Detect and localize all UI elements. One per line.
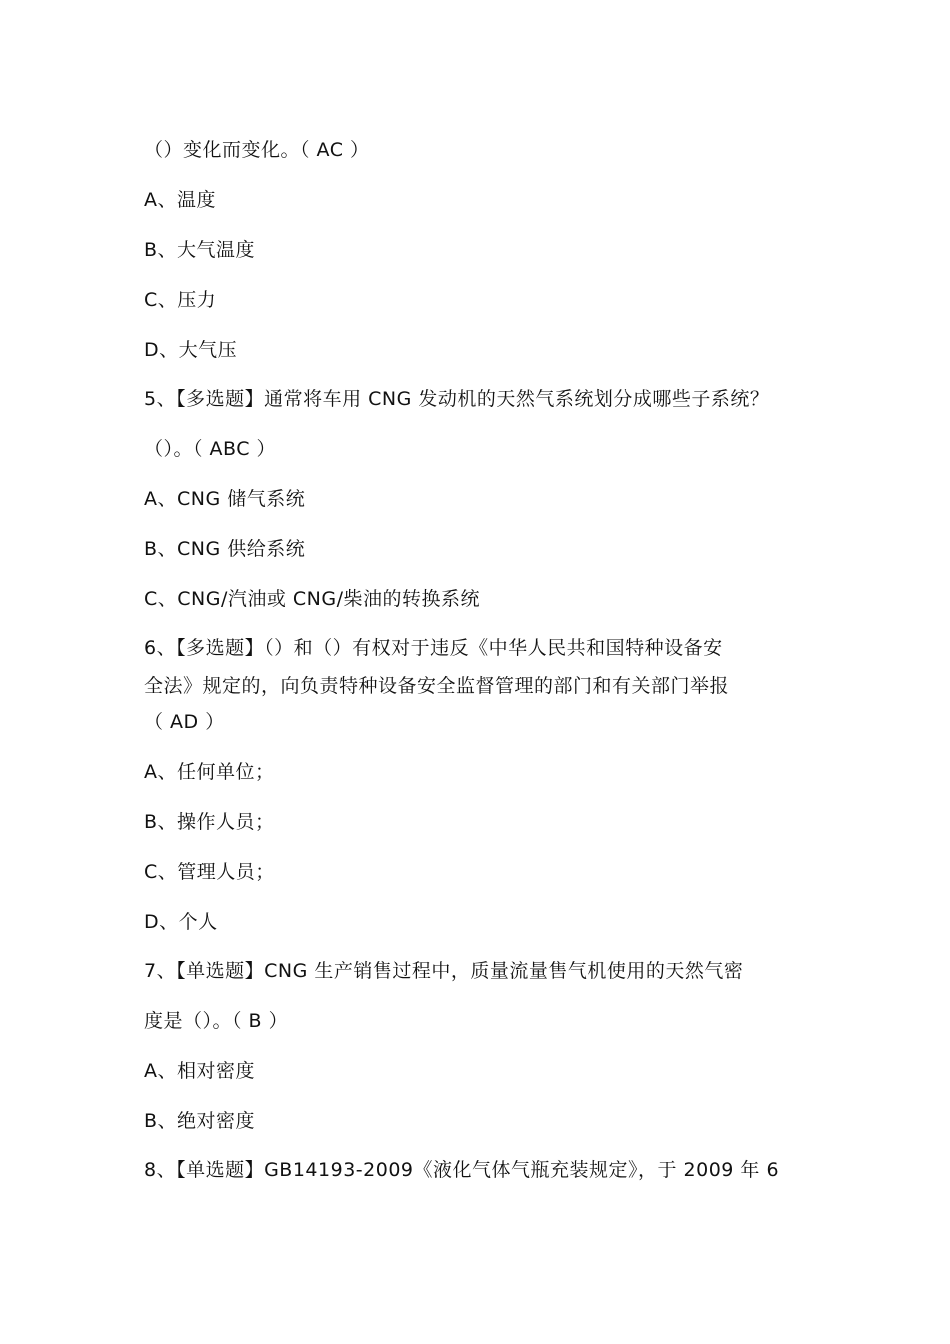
question-7-stem: 7、【单选题】CNG 生产销售过程中，质量流量售气机使用的天然气密 — [144, 960, 744, 982]
question-6-answer: （ AD ） — [144, 711, 225, 733]
option-b: B、绝对密度 — [144, 1110, 256, 1132]
option-c: C、压力 — [144, 289, 217, 311]
option-d: D、个人 — [144, 911, 218, 933]
question-6-stem-continuation: 全法》规定的，向负责特种设备安全监督管理的部门和有关部门举报 — [144, 675, 730, 697]
option-b: B、操作人员； — [144, 811, 275, 833]
option-a: A、相对密度 — [144, 1060, 255, 1082]
option-c: C、CNG/汽油或 CNG/柴油的转换系统 — [144, 588, 481, 610]
question-7-stem-continuation: 度是（）。（ B ） — [144, 1010, 289, 1032]
option-d: D、大气压 — [144, 339, 238, 361]
option-a: A、任何单位； — [144, 761, 275, 783]
question-5-stem-continuation: （）。（ ABC ） — [144, 438, 277, 460]
question-4-stem-continuation: （）变化而变化。（ AC ） — [144, 139, 370, 161]
option-b: B、大气温度 — [144, 239, 256, 261]
option-a: A、温度 — [144, 189, 216, 211]
question-6-stem: 6、【多选题】（）和（）有权对于违反《中华人民共和国特种设备安 — [144, 637, 723, 659]
option-a: A、CNG 储气系统 — [144, 488, 306, 510]
option-b: B、CNG 供给系统 — [144, 538, 306, 560]
question-8-stem: 8、【单选题】GB14193-2009《液化气体气瓶充装规定》，于 2009 年 6 — [144, 1159, 780, 1181]
question-5-stem: 5、【多选题】通常将车用 CNG 发动机的天然气系统划分成哪些子系统？ — [144, 388, 770, 410]
option-c: C、管理人员； — [144, 861, 275, 883]
